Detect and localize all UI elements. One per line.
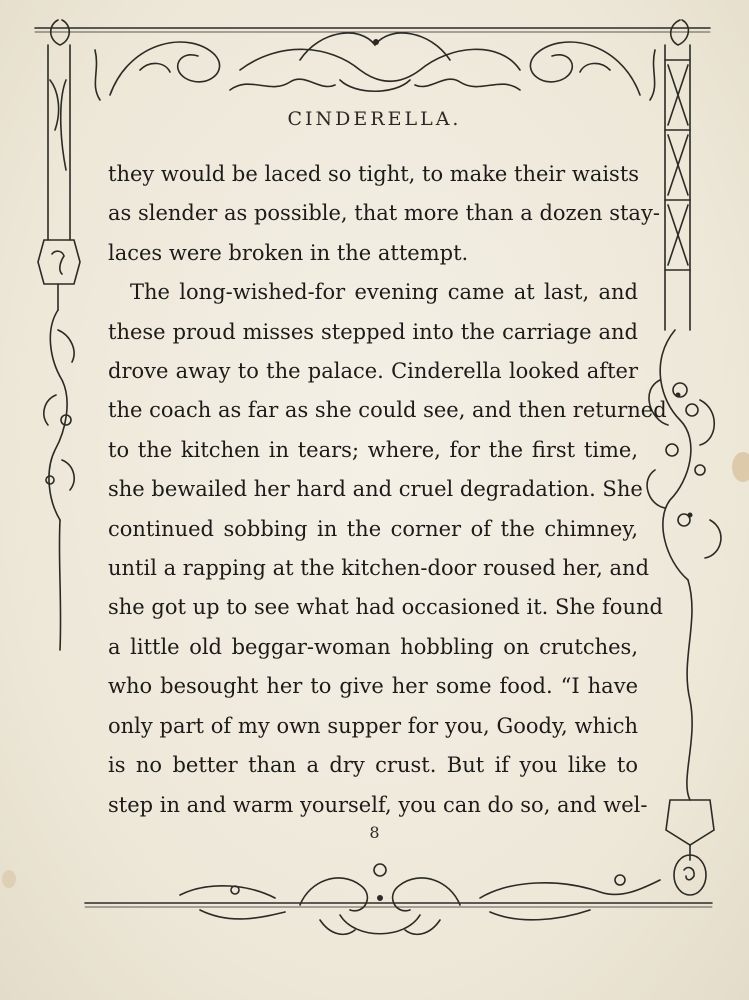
- text-line: drove away to the palace. Cinderella looked after: [108, 359, 638, 384]
- text-line: the coach as far as she could see, and then returned: [108, 398, 667, 423]
- paper-stain: [732, 452, 749, 482]
- text-line: only part of my own supper for you, Goody, which: [108, 713, 638, 738]
- body-text: [108, 155, 667, 825]
- running-head: CINDERELLA.: [287, 108, 462, 130]
- text-line: continued sobbing in the corner of the chimney,: [108, 516, 638, 541]
- text-line: is no better than a dry crust. But if you like to: [108, 753, 638, 778]
- text-line: step in and warm yourself, you can do so, and wel-: [108, 792, 648, 817]
- text-line: she got up to see what had occasioned it. She found: [108, 595, 663, 620]
- text-line: until a rapping at the kitchen-door roused her, and: [108, 556, 650, 581]
- text-line: a little old beggar-woman hobbling on crutches,: [108, 634, 638, 659]
- text-line: who besought her to give her some food. “I have: [108, 674, 638, 699]
- text-line: she bewailed her hard and cruel degradation. She: [108, 477, 643, 502]
- text-line: as slender as possible, that more than a dozen stay-: [108, 201, 660, 226]
- text-line: they would be laced so tight, to make their waists: [108, 162, 640, 186]
- page-number: 8: [369, 823, 380, 842]
- text-line: to the kitchen in tears; where, for the first time,: [108, 437, 638, 462]
- paper-stain: [2, 870, 16, 888]
- text-line: The long-wished-for evening came at last, and: [130, 280, 638, 305]
- text-line: laces were broken in the attempt.: [108, 240, 469, 265]
- text-line: these proud misses stepped into the carriage and: [108, 319, 638, 344]
